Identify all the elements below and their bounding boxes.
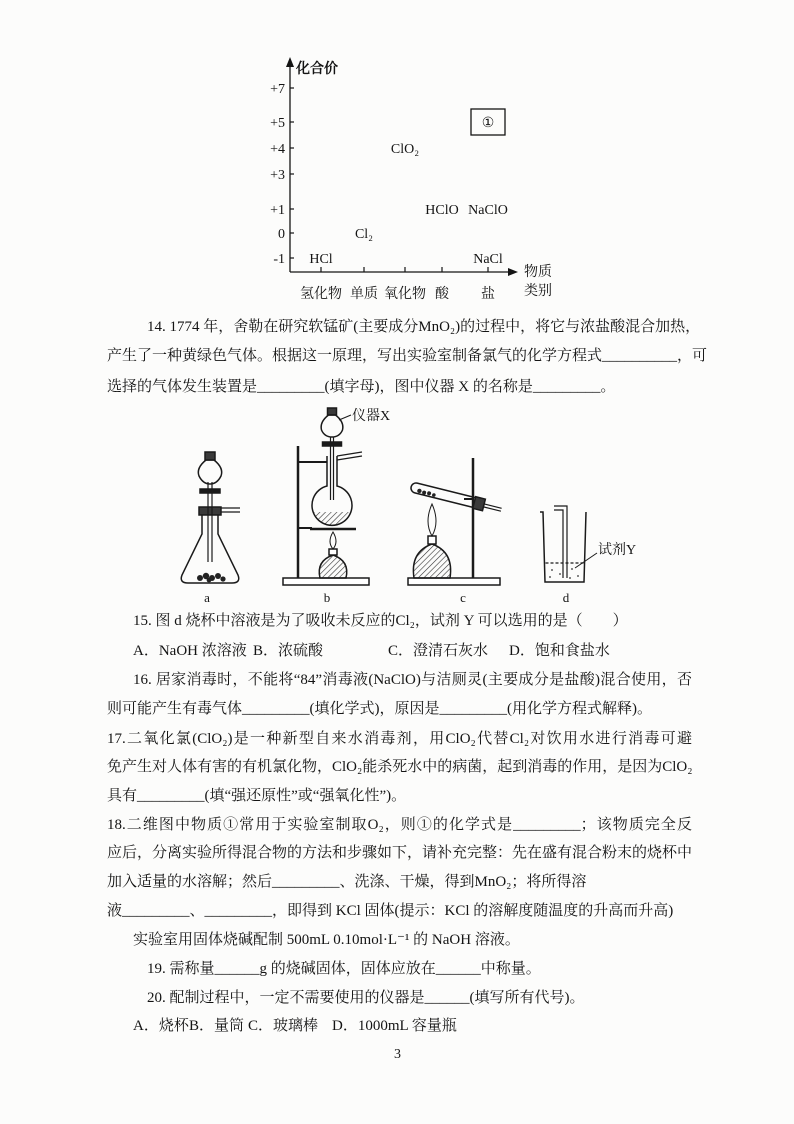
q19-stem: 19. 需称量______g 的烧碱固体，固体应放在______中称量。	[147, 961, 541, 977]
point-label: NaCl	[473, 252, 503, 267]
stand-base	[408, 578, 500, 585]
q14-line-3: 选择的气体发生装置是_________(填字母)，图中仪器 X 的名称是_________。	[107, 379, 616, 395]
flask-stopper	[199, 507, 221, 515]
lamp-flame	[428, 504, 436, 536]
x-category-label: 氢化物	[300, 287, 342, 302]
q16-line-2: 则可能产生有毒气体_________(填化学式)，原因是_________(用化学方程式解释)。	[107, 701, 652, 717]
x-axis-arrow	[508, 268, 518, 276]
q17-line-2: 免产生对人体有害的有机氯化物，ClO₂能杀死水中的病菌，起到消毒的作用，是因为ClO₂	[107, 759, 693, 775]
q20-option-d: D．1000mL 容量瓶	[332, 1018, 457, 1034]
leader-line-instrument-x	[339, 415, 351, 420]
q14-line-1: 14. 1774 年，舍勒在研究软锰矿(主要成分MnO₂)的过程中，将它与浓盐酸混合加热，	[147, 319, 701, 335]
q18-line-1: 18.二维图中物质①常用于实验室制取O₂，则①的化学式是_________；该物质完全反	[107, 817, 692, 833]
funnel-stem	[208, 482, 212, 562]
alcohol-lamp	[413, 544, 450, 578]
y-axis-label: 化合价	[296, 62, 338, 77]
q15-stem: 15. 图 d 烧杯中溶液是为了吸收未反应的Cl₂，试剂 Y 可以选用的是（ ）	[133, 613, 628, 629]
x-category-label: 单质	[350, 287, 378, 302]
funnel-x-stopper	[328, 408, 337, 415]
delivery-arm	[337, 452, 362, 460]
label-c: c	[460, 590, 466, 605]
point-label: HCl	[309, 252, 333, 267]
q18-line-3: 加入适量的水溶解；然后_________、洗涤、干燥，得到MnO₂；将所得溶	[107, 874, 587, 890]
y-axis-arrow	[286, 57, 294, 67]
x-category-label: 氧化物	[384, 287, 426, 302]
funnel-stopcock	[200, 489, 220, 493]
leader-line-reagent-y	[575, 553, 597, 568]
apparatus-d	[540, 506, 636, 605]
q15-option-b: B．浓硫酸	[253, 643, 324, 659]
stand-base	[283, 578, 369, 585]
y-tick-label: +1	[270, 203, 285, 218]
funnel-x-stopcock	[323, 442, 342, 446]
test-tube-stopper	[473, 497, 486, 511]
flask-contents	[313, 512, 350, 525]
point-label: NaClO	[468, 203, 508, 218]
liquid-dots	[549, 568, 579, 579]
chart-marks	[270, 82, 508, 302]
point-label: Cl₂	[354, 227, 374, 242]
q20-option-b: B．量筒	[189, 1018, 245, 1034]
apparatus-figure	[170, 400, 650, 610]
conical-flask	[181, 514, 239, 583]
alcohol-lamp	[319, 555, 347, 578]
side-tube	[221, 508, 240, 512]
q16-line-1: 16. 居家消毒时，不能将“84”消毒液(NaClO)与洁厕灵(主要成分是盐酸)混合使用，否	[133, 672, 692, 688]
gas-inlet-tube	[554, 506, 567, 578]
test-tube-body	[410, 482, 477, 508]
label-d: d	[562, 590, 570, 605]
q20-option-c: C．玻璃棒	[248, 1018, 319, 1034]
y-tick-label: -1	[273, 252, 285, 267]
q15-option-c: C．澄清石灰水	[388, 643, 489, 659]
page-number: 3	[394, 1047, 401, 1062]
q15-option-a: A．NaOH 浓溶液	[133, 643, 247, 659]
x-category-label: 酸	[435, 287, 449, 302]
q18-line-2: 应后，分离实验所得混合物的方法和步骤如下，请补充完整：先在盛有混合粉末的烧杯中	[107, 845, 693, 861]
point-label: ①	[481, 116, 495, 131]
point-label: HClO	[425, 203, 459, 218]
x-axis	[290, 268, 518, 276]
lamp-wick-holder	[329, 549, 337, 555]
label-a: a	[204, 590, 210, 605]
test-tube	[410, 481, 503, 515]
label-b: b	[323, 590, 331, 605]
valence-category-chart	[240, 50, 570, 310]
apparatus-b	[283, 408, 390, 605]
x-axis-label-line-2: 类别	[524, 284, 552, 299]
y-axis	[286, 57, 294, 272]
x-axis-label-line-1: 物质	[524, 265, 552, 280]
x-category-label: 盐	[481, 287, 495, 302]
section-intro: 实验室用固体烧碱配制 500mL 0.10mol·L⁻¹ 的 NaOH 溶液。	[133, 932, 520, 948]
y-tick-label: +5	[270, 116, 285, 131]
solid-reagent	[197, 573, 226, 583]
q15-option-d: D．饱和食盐水	[509, 643, 610, 659]
y-tick-label: +7	[270, 82, 285, 97]
funnel-bulb	[198, 460, 221, 484]
delivery-tube	[483, 504, 501, 511]
lamp-flame	[330, 532, 336, 549]
lamp-wick-holder	[428, 536, 436, 544]
funnel-x-bulb	[321, 415, 343, 437]
y-tick-label: +3	[270, 168, 285, 183]
y-tick-label: +4	[270, 142, 285, 157]
q18-line-4: 液_________、_________，即得到 KCl 固体(提示：KCl 的溶解度随温度的升高而升高)	[107, 903, 674, 919]
point-label: ClO₂	[390, 142, 420, 157]
q20-option-a: A．烧杯	[133, 1018, 189, 1034]
q17-line-1: 17.二氧化氯(ClO₂)是一种新型自来水消毒剂，用ClO₂代替Cl₂对饮用水进行消毒可避	[107, 731, 692, 747]
label-instrument-x: 仪器X	[352, 409, 391, 424]
apparatus-a	[181, 452, 240, 605]
label-reagent-y: 试剂Y	[598, 543, 637, 558]
q17-line-3: 具有_________(填“强还原性”或“强氧化性”)。	[107, 788, 407, 804]
funnel-stopper	[205, 452, 215, 460]
apparatus-c	[408, 458, 503, 605]
y-tick-label: 0	[278, 227, 285, 242]
q20-stem: 20. 配制过程中，一定不需要使用的仪器是______(填写所有代号)。	[147, 990, 585, 1006]
q14-line-2: 产生了一种黄绿色气体。根据这一原理，写出实验室制备氯气的化学方程式__________，可	[107, 348, 708, 364]
